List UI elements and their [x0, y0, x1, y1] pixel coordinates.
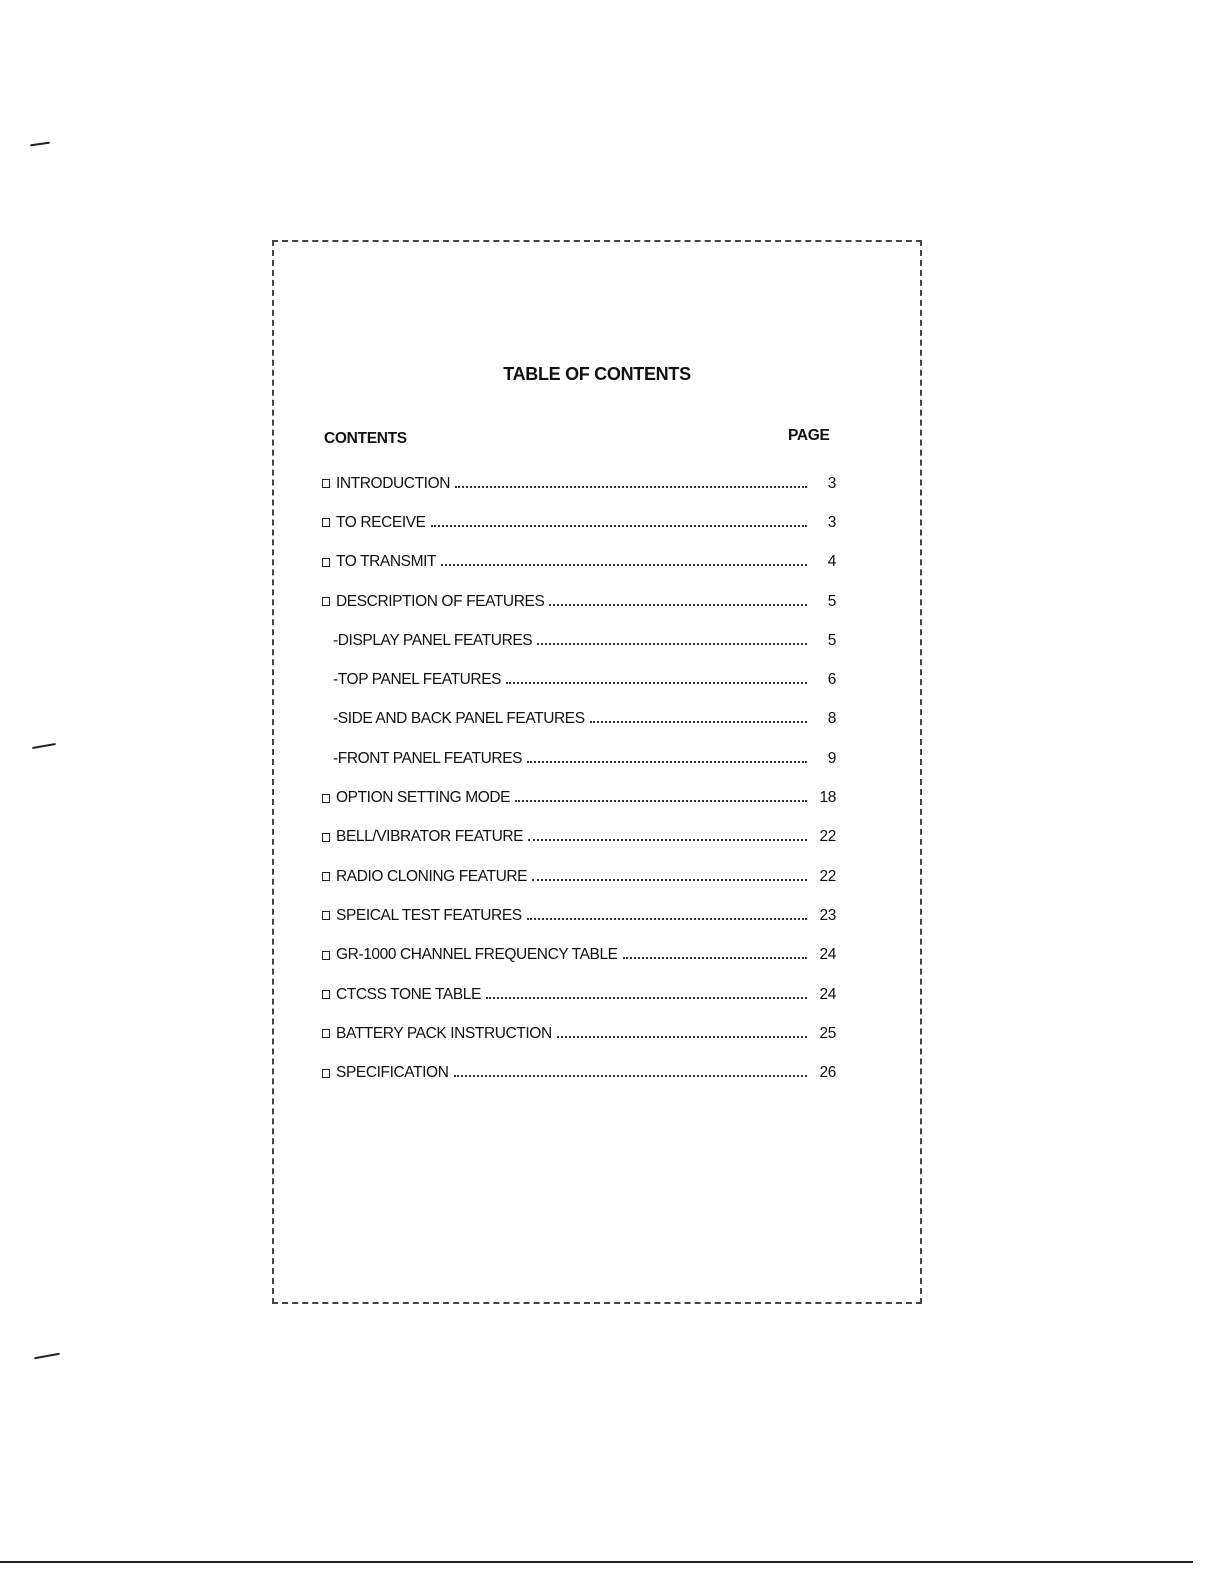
toc-entry — [322, 936, 836, 975]
punch-hole-mark-top — [30, 142, 50, 147]
toc-entry-label: -DISPLAY PANEL FEATURES — [333, 631, 533, 649]
toc-entry — [322, 1014, 836, 1053]
dot-leader — [431, 525, 807, 527]
checkbox-icon — [322, 518, 330, 527]
toc-entry-label: INTRODUCTION — [336, 474, 451, 492]
dot-leader — [441, 564, 807, 566]
toc-entry — [322, 700, 836, 739]
punch-hole-mark-middle — [32, 743, 56, 749]
toc-entry-label: TO RECEIVE — [336, 513, 426, 531]
toc-entry — [322, 621, 836, 660]
toc-entry-label: -FRONT PANEL FEATURES — [333, 749, 523, 767]
toc-entry-label: -SIDE AND BACK PANEL FEATURES — [333, 710, 585, 728]
toc-entry-label: RADIO CLONING FEATURE — [336, 867, 528, 885]
checkbox-icon — [322, 833, 330, 842]
toc-entry — [322, 1053, 836, 1092]
dot-leader — [454, 1075, 808, 1077]
toc-entry-page-number: 24 — [819, 985, 836, 1003]
toc-entry — [322, 543, 836, 582]
toc-entry-label: OPTION SETTING MODE — [336, 789, 511, 807]
toc-entry-page-number: 6 — [827, 671, 836, 689]
toc-entry — [322, 896, 836, 935]
dot-leader — [537, 643, 807, 645]
toc-entry-page-number: 9 — [827, 749, 836, 767]
dot-leader — [590, 721, 807, 723]
page-bottom-rule — [0, 1561, 1193, 1563]
contents-column-header: CONTENTS — [324, 430, 407, 447]
toc-entry-label: SPECIFICATION — [336, 1064, 449, 1082]
checkbox-icon — [322, 872, 330, 881]
checkbox-icon — [322, 1029, 330, 1038]
toc-entry-list — [322, 464, 836, 1093]
toc-entry-page-number: 5 — [827, 631, 836, 649]
checkbox-icon — [322, 558, 330, 567]
dot-leader — [515, 800, 807, 802]
dot-leader — [528, 839, 807, 841]
toc-entry-label: DESCRIPTION OF FEATURES — [336, 592, 545, 610]
toc-entry — [322, 778, 836, 817]
checkbox-icon — [322, 794, 330, 803]
toc-entry-page-number: 25 — [819, 1024, 836, 1042]
dot-leader — [532, 879, 807, 881]
checkbox-icon — [322, 597, 330, 606]
toc-title: TABLE OF CONTENTS — [503, 364, 691, 384]
page-column-header: PAGE — [788, 427, 830, 444]
toc-entry-page-number: 23 — [819, 906, 836, 924]
dot-leader — [527, 761, 807, 763]
toc-entry — [322, 660, 836, 699]
toc-entry — [322, 857, 836, 896]
toc-entry-page-number: 5 — [827, 592, 836, 610]
toc-entry-page-number: 26 — [819, 1064, 836, 1082]
checkbox-icon — [322, 990, 330, 999]
toc-entry-label: TO TRANSMIT — [336, 553, 437, 571]
dot-leader — [486, 997, 807, 999]
dot-leader — [455, 486, 807, 488]
dot-leader — [527, 918, 807, 920]
toc-frame — [272, 240, 922, 1304]
toc-entry-page-number: 3 — [827, 474, 836, 492]
toc-entry — [322, 582, 836, 621]
toc-entry-label: -TOP PANEL FEATURES — [333, 671, 502, 689]
punch-hole-mark-bottom — [34, 1353, 60, 1359]
toc-entry — [322, 818, 836, 857]
toc-entry-page-number: 8 — [827, 710, 836, 728]
dot-leader — [557, 1036, 807, 1038]
toc-entry — [322, 739, 836, 778]
checkbox-icon — [322, 479, 330, 488]
toc-entry-label: CTCSS TONE TABLE — [336, 985, 481, 1003]
toc-entry-label: BELL/VIBRATOR FEATURE — [336, 828, 524, 846]
toc-entry-page-number: 22 — [819, 828, 836, 846]
toc-entry-label: BATTERY PACK INSTRUCTION — [336, 1024, 552, 1042]
checkbox-icon — [322, 951, 330, 960]
dot-leader — [506, 682, 807, 684]
checkbox-icon — [322, 911, 330, 920]
toc-entry-page-number: 3 — [827, 513, 836, 531]
toc-entry-page-number: 22 — [819, 867, 836, 885]
toc-entry — [322, 975, 836, 1014]
dot-leader — [549, 604, 807, 606]
toc-entry — [322, 464, 836, 503]
toc-entry — [322, 503, 836, 542]
toc-entry-page-number: 24 — [819, 946, 836, 964]
toc-entry-label: SPEICAL TEST FEATURES — [336, 906, 522, 924]
toc-entry-page-number: 18 — [819, 789, 836, 807]
toc-entry-page-number: 4 — [827, 553, 836, 571]
dot-leader — [623, 957, 807, 959]
toc-entry-label: GR-1000 CHANNEL FREQUENCY TABLE — [336, 946, 618, 964]
checkbox-icon — [322, 1069, 330, 1078]
